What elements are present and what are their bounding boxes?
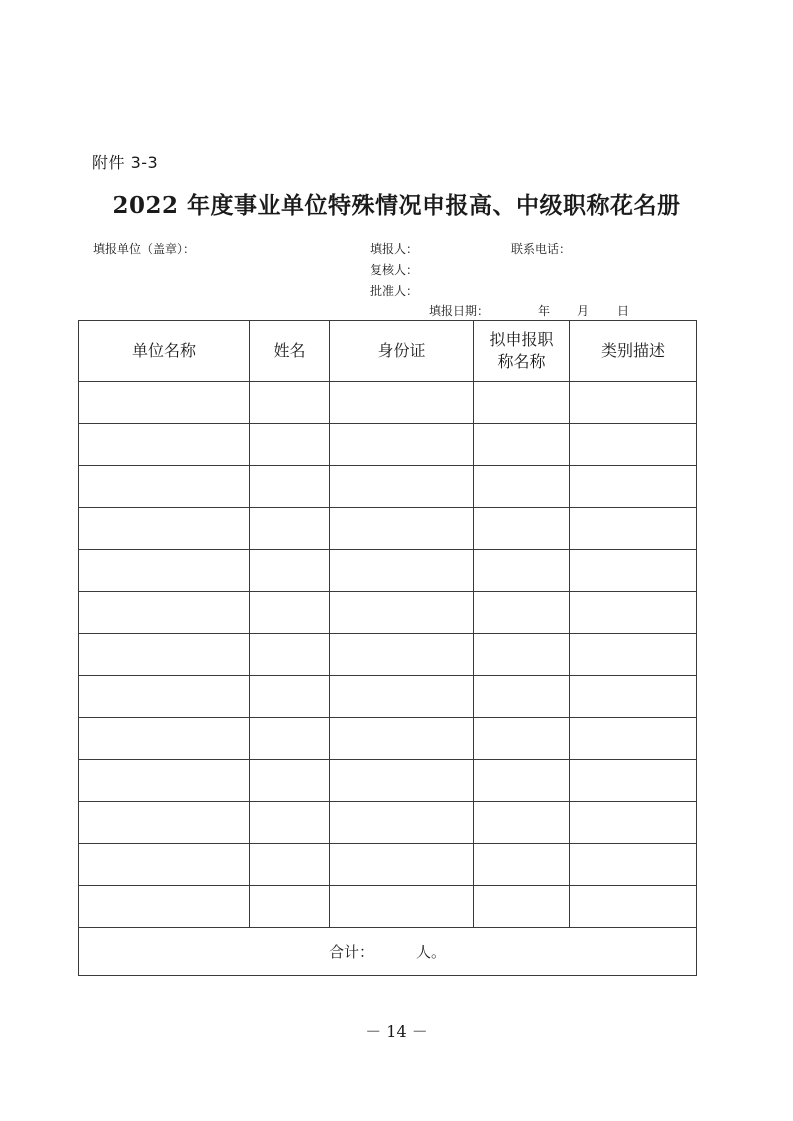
attachment-label: 附件 3-3 [92, 153, 159, 172]
total-unit: 人。 [416, 943, 447, 961]
table-cell[interactable] [570, 508, 697, 550]
table-cell[interactable] [250, 508, 330, 550]
table-cell[interactable] [330, 886, 474, 928]
table-cell[interactable] [330, 802, 474, 844]
table-cell[interactable] [570, 550, 697, 592]
table-row [79, 760, 697, 802]
table-cell[interactable] [79, 508, 250, 550]
table-cell[interactable] [250, 550, 330, 592]
table-cell[interactable] [250, 760, 330, 802]
filler-label: 填报人： [370, 242, 419, 256]
table-cell[interactable] [79, 676, 250, 718]
table-row [79, 844, 697, 886]
table-cell[interactable] [474, 592, 570, 634]
table-cell[interactable] [474, 718, 570, 760]
table-cell[interactable] [250, 718, 330, 760]
table-row [79, 382, 697, 424]
table-cell[interactable] [474, 886, 570, 928]
table-cell[interactable] [250, 676, 330, 718]
column-header-title-applied: 拟申报职 称名称 [474, 321, 570, 382]
table-cell[interactable] [474, 382, 570, 424]
table-cell[interactable] [79, 802, 250, 844]
table-cell[interactable] [330, 718, 474, 760]
fill-date-day: 日 [617, 304, 630, 318]
table-cell[interactable] [474, 802, 570, 844]
table-row [79, 634, 697, 676]
table-cell[interactable] [79, 382, 250, 424]
table-row [79, 676, 697, 718]
table-cell[interactable] [79, 424, 250, 466]
table-cell[interactable] [330, 634, 474, 676]
fill-date-year: 年 [538, 304, 551, 318]
table-cell[interactable] [79, 886, 250, 928]
table-cell[interactable] [330, 550, 474, 592]
table-row [79, 592, 697, 634]
reviewer-label: 复核人： [370, 263, 419, 277]
table-cell[interactable] [474, 466, 570, 508]
table-cell[interactable] [570, 592, 697, 634]
table-cell[interactable] [79, 550, 250, 592]
roster-table [78, 320, 697, 976]
table-cell[interactable] [474, 508, 570, 550]
column-header-category-description: 类别描述 [570, 321, 697, 382]
table-cell[interactable] [79, 844, 250, 886]
column-header-unit-name: 单位名称 [79, 321, 250, 382]
table-cell[interactable] [330, 592, 474, 634]
table-cell[interactable] [330, 382, 474, 424]
table-cell[interactable] [250, 466, 330, 508]
table-header-row [79, 321, 697, 382]
table-cell[interactable] [570, 382, 697, 424]
table-cell[interactable] [570, 466, 697, 508]
fill-unit-label: 填报单位（盖章）： [93, 242, 196, 256]
fill-date-label: 填报日期： [429, 304, 490, 318]
approver-label: 批准人： [370, 284, 419, 298]
table-cell[interactable] [79, 466, 250, 508]
table-cell[interactable] [330, 424, 474, 466]
table-cell[interactable] [250, 844, 330, 886]
table-row [79, 550, 697, 592]
table-cell[interactable] [570, 760, 697, 802]
table-cell[interactable] [570, 718, 697, 760]
table-cell[interactable] [250, 886, 330, 928]
contact-phone-label: 联系电话： [511, 242, 572, 256]
table-row [79, 886, 697, 928]
table-row [79, 802, 697, 844]
table-row [79, 508, 697, 550]
page-number: － 14 － [365, 1022, 428, 1041]
total-row [79, 928, 697, 976]
table-cell[interactable] [570, 424, 697, 466]
table-cell[interactable] [570, 844, 697, 886]
table-cell[interactable] [330, 760, 474, 802]
total-label: 合计： [328, 943, 374, 961]
document-title: 2022 年度事业单位特殊情况申报高、中级职称花名册 [112, 192, 681, 219]
table-cell[interactable] [250, 634, 330, 676]
fill-date-month: 月 [577, 304, 590, 318]
table-row [79, 466, 697, 508]
table-cell[interactable] [570, 676, 697, 718]
column-header-id-number: 身份证 [330, 321, 474, 382]
table-cell[interactable] [79, 760, 250, 802]
table-cell[interactable] [250, 592, 330, 634]
table-cell[interactable] [250, 802, 330, 844]
table-cell[interactable] [570, 886, 697, 928]
table-cell[interactable] [474, 424, 570, 466]
table-cell[interactable] [250, 424, 330, 466]
table-cell[interactable] [79, 718, 250, 760]
table-cell[interactable] [330, 844, 474, 886]
table-cell[interactable] [570, 802, 697, 844]
table-cell[interactable] [474, 634, 570, 676]
roster-body [79, 382, 697, 928]
table-cell[interactable] [79, 634, 250, 676]
table-row [79, 718, 697, 760]
table-cell[interactable] [474, 844, 570, 886]
table-cell[interactable] [250, 382, 330, 424]
table-cell[interactable] [330, 466, 474, 508]
total-cell [79, 928, 697, 976]
column-header-name: 姓名 [250, 321, 330, 382]
table-cell[interactable] [474, 676, 570, 718]
table-row [79, 424, 697, 466]
table-cell[interactable] [570, 634, 697, 676]
table-cell[interactable] [79, 592, 250, 634]
table-cell[interactable] [474, 760, 570, 802]
table-cell[interactable] [474, 550, 570, 592]
table-cell[interactable] [330, 508, 474, 550]
table-cell[interactable] [330, 676, 474, 718]
